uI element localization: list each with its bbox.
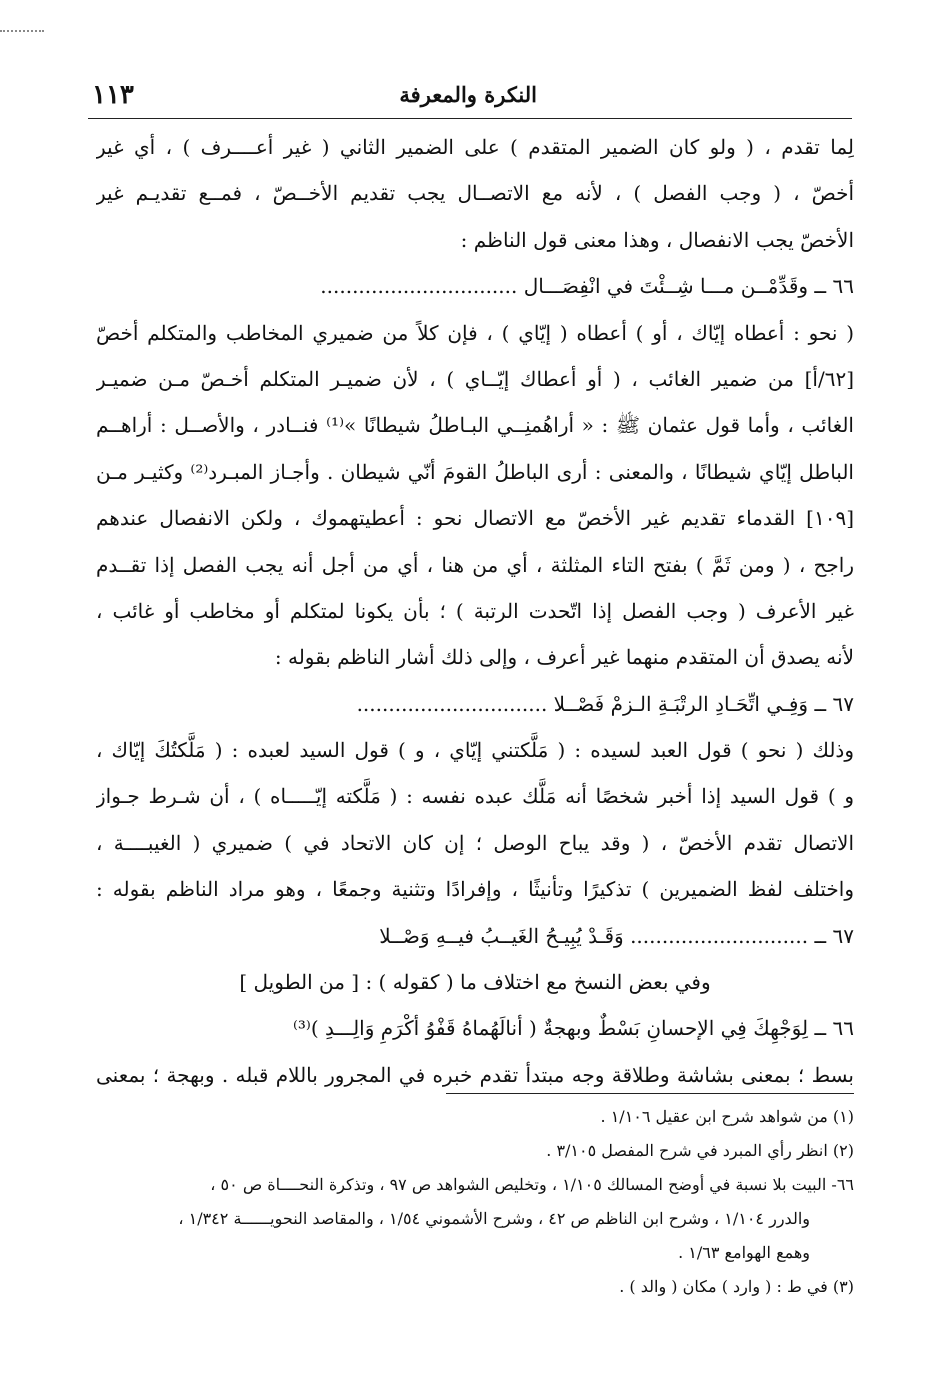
text-line: لأنه يصدق أن المتقدم منهما غير أعرف ، وإلى ذلك أشار الناظم بقوله : [274,645,854,670]
footnotes [96,1100,854,1304]
footnote-continuation: والدرر ١/١٠٤ ، وشرح ابن الناظم ص ٤٢ ، وشرح الأشموني ١/٥٤ ، والمقاصد النحويــــــة ١/٣٤٢ ، [178,1209,810,1228]
text-line: لِما تقدم ، ( ولو كان الضمير المتقدم ) على الضمير الثاني ( غير أعــــرف ) ، أي غير [96,135,854,159]
footnote-divider [446,1093,854,1094]
text-line: و ) قول السيد إذا أخبر شخصًا أنه مَلَّك عبده نفسه : ( مَلَّكته إيّـــــاه ) ، أن شـرط جـواز [96,784,854,809]
text-line: [١٠٩] القدماء تقديم غير الأخصّ مع الاتصال نحو : أعطيتهموك ، ولكن الانفصال عندهم [96,506,854,531]
text-line: ( نحو : أعطاه إيّاك ، أو ) أعطاه ( إيّاي ) ، فإن كلاً من ضميري المخاطب والمتكلم أخصّ [96,320,854,345]
text-line: [٦٢/أ] من ضمير الغائب ، ( أو أعطاك إيّــاي ) ، لأن ضميـر المتكلم أخـصّ مـن ضميـر [96,366,854,391]
text-line: غير الأعرف ( وجب الفصل إذا اتّحدت الرتبة ) ؛ بأن يكونا لمتكلم أو مخاطب أو غائب ، [96,598,854,623]
running-header [92,80,852,116]
footnote-continuation: وهمع الهوامع ١/٦٣ . [678,1243,810,1262]
text-line: الباطل إيّاي شيطانًا ، والمعنى : أرى الباطلُ القومَ أنّي شيطان . وأجـاز المبـرد⁽²⁾ وكثيـر مـن [96,459,854,484]
main-text [96,124,854,1098]
text-line: وذلك ( نحو ) قول العبد لسيده : ( مَلَّكتني إيّاي ، و ) قول السيد لعبده : ( مَلَّكتُكَ إيّاك ، [96,738,854,763]
text-line: راجح ، ( ومن ثَمَّ ) بفتح التاء المثلثة ، أي من هنا ، أي من أجل أنه يجب الفصل إذا تقــدم [96,552,854,577]
verse-line: ٦٦ ــ لِوَجْهِكَ فِي الإحسانِ بَسْطٌ وبهجةٌ ( أنالَهُماهُ قَفْوُ أكْرَمِ وَالِـــدِ )⁽³⁾ [292,1016,854,1041]
footnote: (١) من شواهد شرح ابن عقيل ١/١٠٦ . [600,1107,854,1126]
text-line: الاتصال تقدم الأخصّ ، ( وقد يباح الوصل ؛ إن كان الاتحاد في ) ضميري ( الغيبــــة ، [96,830,854,855]
scan-artifact [0,30,44,38]
text-line: وفي بعض النسخ مع اختلاف ما ( كقوله ) : [ من الطويل ] [239,970,711,995]
text-line: بسط ؛ بمعنى بشاشة وطلاقة وجه مبتدأ تقدم خبره في المجرور باللام قبله . وبهجة ؛ بمعنى [96,1062,854,1087]
header-divider [88,118,852,119]
chapter-title: النكرة والمعرفة [399,82,537,107]
verse-line: ٦٧ ــ ............................ وَقَـدْ يُبِيـحُ الغَيــبُ فيــهِ وَصْــلا [379,923,854,948]
verse-line: ٦٦ ــ وقَدِّمْــن مـــا شِــئْتَ في انْفِصَـــال ............................... [320,274,854,299]
text-line: الأخصّ يجب الانفصال ، وهذا معنى قول الناظم : [460,227,854,252]
footnote: (٢) انظر رأي المبرد في شرح المفصل ٣/١٠٥ . [546,1141,854,1160]
text-line: أخصّ ، ( وجب الفصل ) ، لأنه مع الاتصــال يجب تقديم الأخــصّ ، فمــع تقديـم غير [96,181,854,206]
page-number: ١١٣ [92,80,134,110]
verse-line: ٦٧ ــ وَفِـي اتِّحَـادِ الرتْبَـةِ الـزمْ فَصْــلا .............................. [356,691,854,716]
text-line: الغائب ، وأما قول عثمان ﷺ : « أراهُمنِــي البـاطلُ شيطانًا »⁽¹⁾ فنــادر ، والأصــل : أراهــم [96,413,854,438]
footnote: ٦٦- البيت بلا نسبة في أوضح المسالك ١/١٠٥ ، وتخليص الشواهد ص ٩٧ ، وتذكرة النحــــاة ص ٥٠ ، [210,1175,854,1194]
footnote: (٣) في ط : ( وارد ) مكان ( والد ) . [619,1277,854,1296]
text-line: واختلف لفظ الضميرين ) تذكيرًا وتأنيثًا ، وإفرادًا وتثنية وجمعًا ، وهو مراد الناظم بقوله : [96,877,854,902]
